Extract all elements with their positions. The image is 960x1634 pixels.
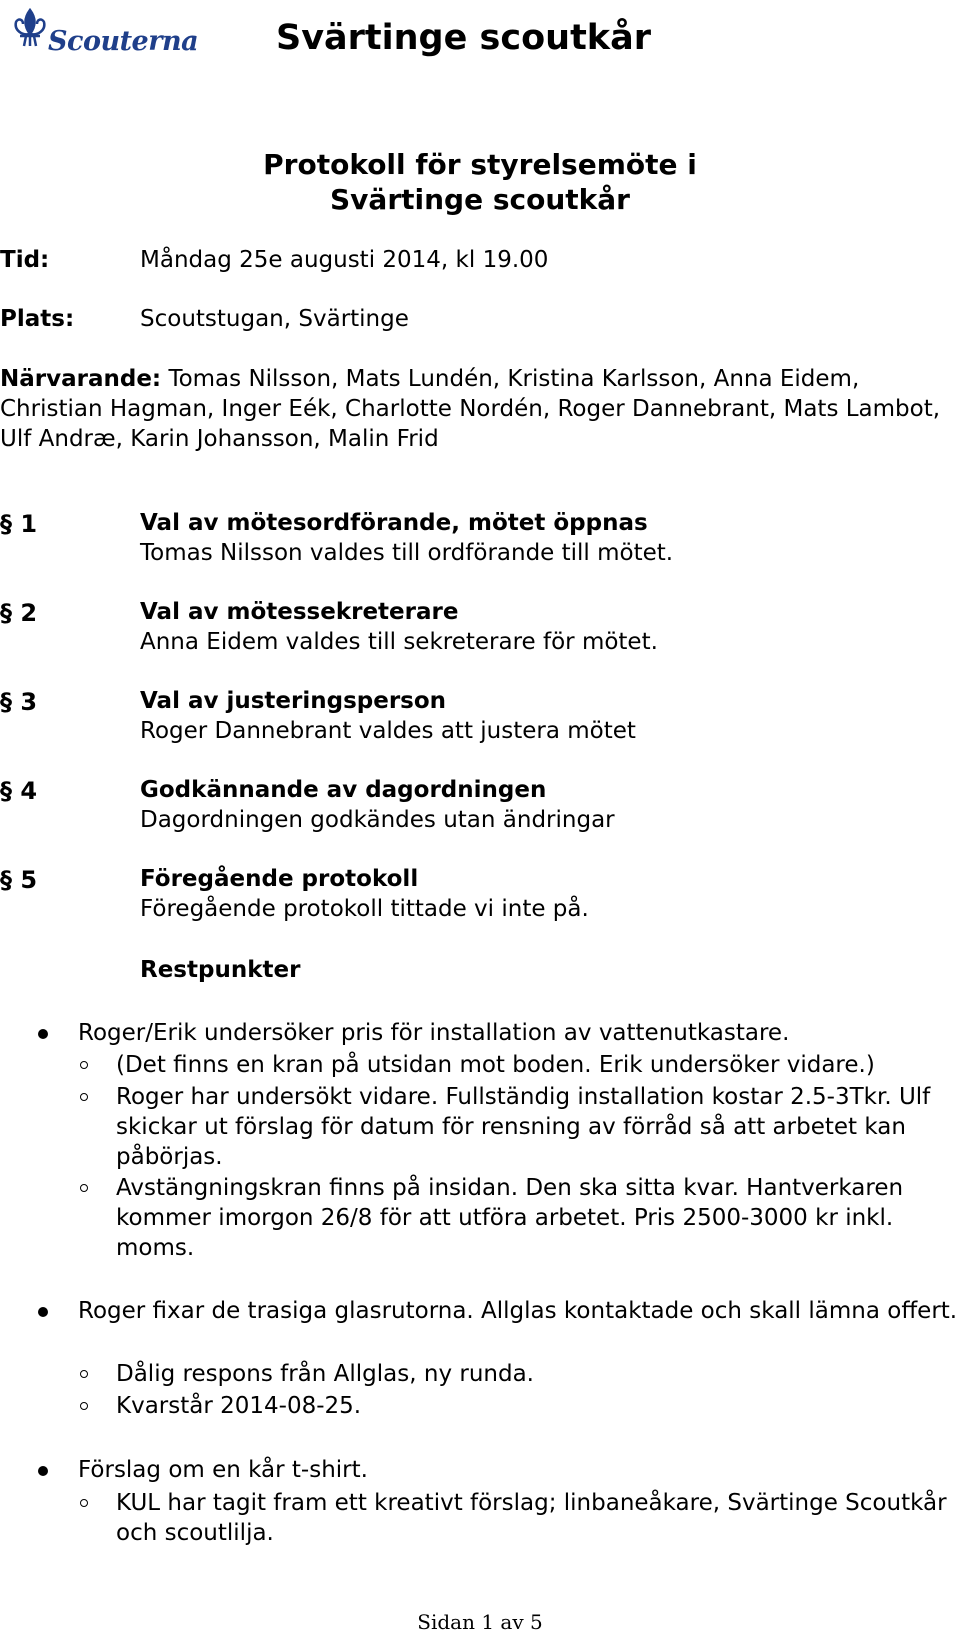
present-value: Tomas Nilsson, Mats Lundén, Kristina Karlsson, Anna Eidem, Christian Hagman, Inger Eék, Charlotte Nordén, Roger Dannebrant, Mats Lambot, Ulf Andræ, Karin Johansson, Malin Frid [0,366,941,452]
attendees [0,364,958,454]
restpunkter-heading: Restpunkter [140,957,301,983]
circle-bullet-icon [80,1370,88,1378]
section-heading: Val av mötessekreterare [140,599,459,625]
organization-title: Svärtinge scoutkår [276,18,651,58]
circle-bullet-icon [80,1499,88,1507]
section-number: § 2 [0,599,38,627]
section-body: Roger Dannebrant valdes att justera mötet [140,718,636,744]
list-item: Roger fixar de trasiga glasrutorna. Allglas kontaktade och skall lämna offert. [78,1298,958,1324]
time-value: Måndag 25e augusti 2014, kl 19.00 [140,247,549,273]
section-number: § 5 [0,866,38,894]
section-heading: Godkännande av dagordningen [140,777,547,803]
bullet-icon [38,1466,48,1476]
circle-bullet-icon [80,1093,88,1101]
list-item: Roger/Erik undersöker pris för installation av vattenutkastare. [78,1020,790,1046]
present-label: Närvarande: [0,366,162,392]
circle-bullet-icon [80,1184,88,1192]
section-body: Tomas Nilsson valdes till ordförande till mötet. [140,540,674,566]
section-number: § 3 [0,688,38,716]
section-body: Anna Eidem valdes till sekreterare för mötet. [140,629,658,655]
place-label: Plats: [0,306,75,332]
sub-list-item: Roger har undersökt vidare. Fullständig installation kostar 2.5-3Tkr. Ulf skickar ut förslag för datum för rensning av förråd så att arbetet kan påbörjas. [116,1084,931,1170]
scouterna-logo [10,6,200,62]
section-body: Föregående protokoll tittade vi inte på. [140,896,589,922]
time-label: Tid: [0,247,50,273]
circle-bullet-icon [80,1061,88,1069]
document-title [0,147,960,217]
section-heading: Val av mötesordförande, mötet öppnas [140,510,648,536]
sub-list-item: (Det finns en kran på utsidan mot boden. Erik undersöker vidare.) [116,1052,875,1078]
sub-list-item: KUL har tagit fram ett kreativt förslag; linbaneåkare, Svärtinge Scoutkår och scoutlilja. [116,1490,947,1546]
section-number: § 4 [0,777,38,805]
bullet-icon [38,1307,48,1317]
sub-list-item: Kvarstår 2014-08-25. [116,1393,362,1419]
section-body: Dagordningen godkändes utan ändringar [140,807,615,833]
document-title-line-2: Svärtinge scoutkår [330,183,630,216]
circle-bullet-icon [80,1402,88,1410]
bullet-icon [38,1029,48,1039]
section-number: § 1 [0,510,38,538]
fleur-de-lis-icon [10,6,50,50]
section-heading: Föregående protokoll [140,866,419,892]
logo-wordmark: Scouterna [48,26,199,57]
sub-list-item: Avstängningskran finns på insidan. Den ska sitta kvar. Hantverkaren kommer imorgon 26/8 för att utföra arbetet. Pris 2500-3000 kr inkl. moms. [116,1175,904,1261]
sub-list-item: Dålig respons från Allglas, ny runda. [116,1361,534,1387]
page-footer: Sidan 1 av 5 [417,1610,543,1634]
document-title-line-1: Protokoll för styrelsemöte i [263,148,697,181]
place-value: Scoutstugan, Svärtinge [140,306,409,332]
section-heading: Val av justeringsperson [140,688,447,714]
list-item: Förslag om en kår t-shirt. [78,1457,368,1483]
